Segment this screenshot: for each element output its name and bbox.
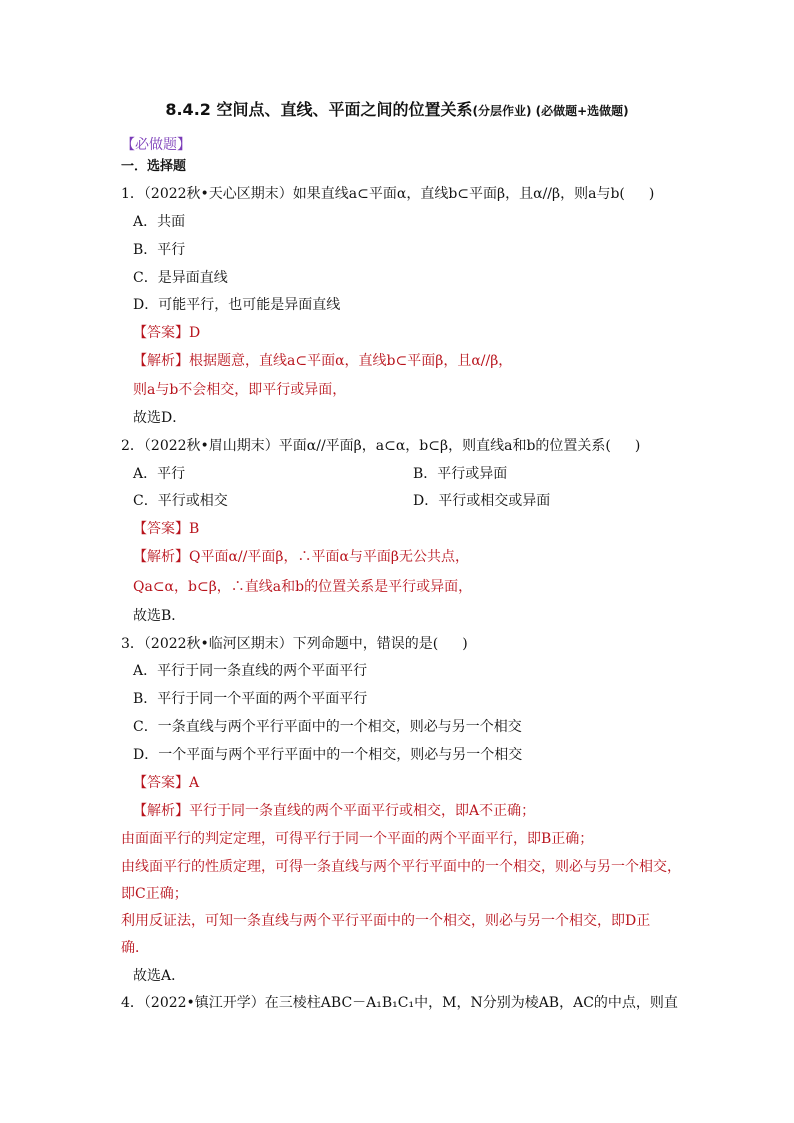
q2-analysis-2: Qa⊂α，b⊂β，∴直线a和b的位置关系是平行或异面， bbox=[133, 579, 473, 595]
q3-answer bbox=[133, 774, 199, 792]
q1-option-a: A．共面 bbox=[133, 214, 186, 230]
q1-analysis-2: 则a与b不会相交，即平行或异面， bbox=[133, 382, 347, 398]
analysis-tag: 【解析】 bbox=[133, 803, 189, 819]
analysis-tag: 【解析】 bbox=[133, 549, 189, 565]
q3-analysis-2: 由面面平行的判定定理，可得平行于同一个平面的两个平面平行，即B正确； bbox=[121, 831, 594, 847]
question-3-stem: 3．（2022秋•临河区期末）下列命题中，错误的是( ) bbox=[121, 636, 468, 652]
q3-option-b: B．平行于同一个平面的两个平面平行 bbox=[133, 691, 368, 707]
q3-option-a: A．平行于同一条直线的两个平面平行 bbox=[133, 663, 368, 679]
q2-option-b: B．平行或异面 bbox=[413, 466, 508, 482]
analysis-tag: 【解析】 bbox=[133, 353, 189, 369]
answer-value: A bbox=[189, 775, 200, 791]
q2-option-a: A．平行 bbox=[133, 466, 186, 482]
q1-option-d: D．可能平行，也可能是异面直线 bbox=[133, 297, 341, 313]
section-heading: 一．选择题 bbox=[121, 159, 187, 174]
q3-option-d: D．一个平面与两个平行平面中的一个相交，则必与另一个相交 bbox=[133, 747, 523, 763]
title-suffix: (分层作业) (必做题+选做题) bbox=[472, 104, 629, 118]
q3-analysis-1: 【解析】平行于同一条直线的两个平面平行或相交，即A不正确； bbox=[133, 803, 536, 819]
q3-option-c: C．一条直线与两个平行平面中的一个相交，则必与另一个相交 bbox=[133, 719, 522, 735]
q3-analysis-4: 即C正确； bbox=[121, 886, 188, 902]
answer-value: B bbox=[189, 521, 200, 537]
title-main: 8.4.2 空间点、直线、平面之间的位置关系 bbox=[165, 100, 473, 119]
q1-option-c: C．是异面直线 bbox=[133, 270, 228, 286]
q2-answer bbox=[133, 520, 199, 538]
q3-analysis-7: 故选A． bbox=[133, 968, 186, 984]
question-1-stem: 1．（2022秋•天心区期末）如果直线a⊂平面α，直线b⊂平面β，且α//β，则a与b( ) bbox=[121, 186, 655, 202]
q3-analysis-6: 确． bbox=[121, 940, 149, 956]
answer-value: D bbox=[189, 325, 201, 341]
q1-answer bbox=[133, 324, 200, 342]
answer-tag: 【答案】 bbox=[133, 775, 189, 791]
q2-option-c: C．平行或相交 bbox=[133, 493, 228, 509]
question-2-stem: 2．（2022秋•眉山期末）平面α//平面β，a⊂α，b⊂β，则直线a和b的位置关系( ) bbox=[121, 438, 641, 454]
q3-analysis-5: 利用反证法，可知一条直线与两个平行平面中的一个相交，则必与另一个相交，即D正 bbox=[121, 913, 651, 929]
q3-analysis-3: 由线面平行的性质定理，可得一条直线与两个平行平面中的一个相交，则必与另一个相交， bbox=[121, 859, 681, 875]
answer-tag: 【答案】 bbox=[133, 521, 189, 537]
q1-analysis-1: 【解析】根据题意，直线a⊂平面α，直线b⊂平面β，且α//β， bbox=[133, 353, 513, 369]
q2-analysis-1: 【解析】Q平面α//平面β，∴平面α与平面β无公共点， bbox=[133, 549, 470, 565]
q2-analysis-3: 故选B． bbox=[133, 608, 186, 624]
answer-tag: 【答案】 bbox=[133, 325, 189, 341]
q1-analysis-3: 故选D． bbox=[133, 410, 187, 426]
page-title bbox=[0, 97, 794, 120]
q2-option-d: D．平行或相交或异面 bbox=[413, 493, 551, 509]
question-4-stem: 4．（2022•镇江开学）在三棱柱ABC－A₁B₁C₁中，M，N分别为棱AB，AC的中点，则直 bbox=[121, 995, 678, 1011]
section-tag: 【必做题】 bbox=[121, 137, 191, 153]
q1-option-b: B．平行 bbox=[133, 242, 186, 258]
